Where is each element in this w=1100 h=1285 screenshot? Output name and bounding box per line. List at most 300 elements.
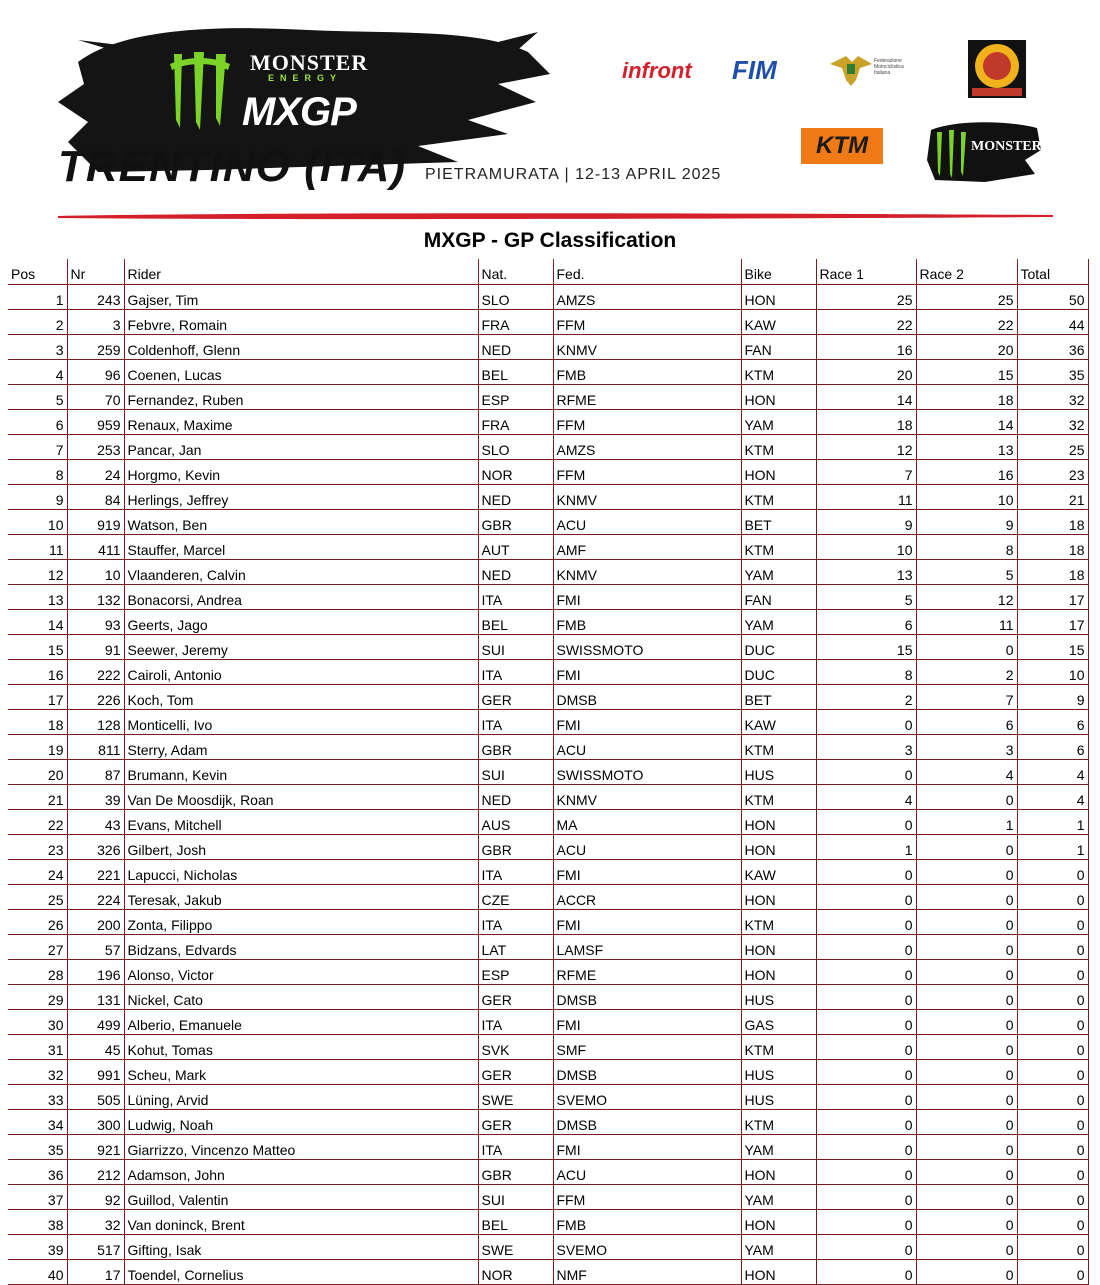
cell-fed: ACU	[553, 835, 741, 860]
cell-nat: ITA	[478, 710, 553, 735]
cell-nr: 259	[67, 335, 124, 360]
cell-pos: 18	[8, 710, 67, 735]
cell-race1: 0	[816, 860, 916, 885]
table-row	[8, 510, 1088, 535]
cell-rider: Bidzans, Edvards	[124, 935, 478, 960]
table-row	[8, 660, 1088, 685]
cell-bike: BET	[741, 510, 816, 535]
table-row	[8, 1260, 1088, 1285]
cell-pos: 38	[8, 1210, 67, 1235]
infront-logo: infront	[622, 58, 692, 83]
cell-nat: AUT	[478, 535, 553, 560]
cell-bike: HON	[741, 935, 816, 960]
cell-bike: KAW	[741, 710, 816, 735]
table-row	[8, 410, 1088, 435]
table-row	[8, 785, 1088, 810]
cell-nr: 517	[67, 1235, 124, 1260]
table-row	[8, 1135, 1088, 1160]
cell-pos: 3	[8, 335, 67, 360]
cell-race2: 0	[916, 1060, 1017, 1085]
column-header-fed: Fed.	[553, 259, 741, 285]
cell-pos: 13	[8, 585, 67, 610]
cell-total: 18	[1017, 560, 1088, 585]
cell-bike: KTM	[741, 485, 816, 510]
cell-bike: YAM	[741, 610, 816, 635]
cell-total: 0	[1017, 1110, 1088, 1135]
table-row	[8, 810, 1088, 835]
cell-bike: HON	[741, 960, 816, 985]
cell-nr: 3	[67, 310, 124, 335]
cell-pos: 33	[8, 1085, 67, 1110]
cell-race1: 0	[816, 1185, 916, 1210]
cell-bike: HON	[741, 285, 816, 310]
cell-nat: NED	[478, 335, 553, 360]
cell-pos: 28	[8, 960, 67, 985]
cell-nat: BEL	[478, 610, 553, 635]
cell-pos: 21	[8, 785, 67, 810]
cell-bike: KTM	[741, 435, 816, 460]
table-row	[8, 285, 1088, 310]
cell-pos: 17	[8, 685, 67, 710]
cell-nat: GER	[478, 985, 553, 1010]
table-row	[8, 560, 1088, 585]
cell-fed: DMSB	[553, 1060, 741, 1085]
cell-bike: HUS	[741, 985, 816, 1010]
cell-total: 0	[1017, 1035, 1088, 1060]
cell-nr: 200	[67, 910, 124, 935]
race-badge-logo	[968, 40, 1026, 98]
cell-total: 17	[1017, 585, 1088, 610]
cell-race1: 22	[816, 310, 916, 335]
cell-race2: 6	[916, 710, 1017, 735]
cell-nat: SVK	[478, 1035, 553, 1060]
cell-fed: AMF	[553, 535, 741, 560]
cell-race2: 0	[916, 985, 1017, 1010]
cell-bike: HUS	[741, 760, 816, 785]
cell-pos: 9	[8, 485, 67, 510]
cell-total: 4	[1017, 785, 1088, 810]
cell-race1: 12	[816, 435, 916, 460]
cell-race2: 0	[916, 635, 1017, 660]
cell-fed: ACU	[553, 510, 741, 535]
cell-fed: KNMV	[553, 335, 741, 360]
cell-pos: 16	[8, 660, 67, 685]
cell-total: 32	[1017, 410, 1088, 435]
table-row	[8, 1085, 1088, 1110]
cell-rider: Cairoli, Antonio	[124, 660, 478, 685]
column-header-nr: Nr	[67, 259, 124, 285]
cell-bike: HON	[741, 1160, 816, 1185]
cell-race2: 0	[916, 960, 1017, 985]
cell-bike: FAN	[741, 585, 816, 610]
cell-nr: 811	[67, 735, 124, 760]
table-row	[8, 760, 1088, 785]
cell-bike: HON	[741, 810, 816, 835]
cell-total: 23	[1017, 460, 1088, 485]
cell-pos: 20	[8, 760, 67, 785]
cell-nr: 132	[67, 585, 124, 610]
cell-bike: KTM	[741, 735, 816, 760]
cell-total: 21	[1017, 485, 1088, 510]
cell-nat: ESP	[478, 385, 553, 410]
cell-nr: 212	[67, 1160, 124, 1185]
cell-pos: 31	[8, 1035, 67, 1060]
cell-race1: 0	[816, 1010, 916, 1035]
table-row	[8, 1110, 1088, 1135]
cell-nr: 505	[67, 1085, 124, 1110]
cell-total: 17	[1017, 610, 1088, 635]
cell-race2: 0	[916, 835, 1017, 860]
cell-nr: 43	[67, 810, 124, 835]
cell-race2: 10	[916, 485, 1017, 510]
cell-total: 4	[1017, 760, 1088, 785]
cell-pos: 29	[8, 985, 67, 1010]
cell-fed: SWISSMOTO	[553, 635, 741, 660]
cell-nat: NOR	[478, 1260, 553, 1285]
cell-bike: DUC	[741, 635, 816, 660]
cell-pos: 19	[8, 735, 67, 760]
cell-fed: ACU	[553, 1160, 741, 1185]
cell-rider: Horgmo, Kevin	[124, 460, 478, 485]
event-subtitle: PIETRAMURATA | 12-13 APRIL 2025	[425, 166, 722, 183]
cell-nr: 221	[67, 860, 124, 885]
cell-race1: 0	[816, 1135, 916, 1160]
cell-total: 9	[1017, 685, 1088, 710]
cell-total: 0	[1017, 860, 1088, 885]
cell-nat: ITA	[478, 910, 553, 935]
cell-pos: 24	[8, 860, 67, 885]
cell-race2: 0	[916, 935, 1017, 960]
cell-race1: 0	[816, 935, 916, 960]
cell-race1: 6	[816, 610, 916, 635]
cell-bike: YAM	[741, 560, 816, 585]
cell-fed: FFM	[553, 410, 741, 435]
column-header-race1: Race 1	[816, 259, 916, 285]
cell-bike: YAM	[741, 1135, 816, 1160]
cell-rider: Adamson, John	[124, 1160, 478, 1185]
table-row	[8, 635, 1088, 660]
event-banner	[0, 0, 1100, 228]
table-row	[8, 935, 1088, 960]
cell-rider: Nickel, Cato	[124, 985, 478, 1010]
column-header-rider: Rider	[124, 259, 478, 285]
ktm-logo-text: KTM	[816, 132, 868, 159]
cell-nr: 128	[67, 710, 124, 735]
cell-race2: 0	[916, 1085, 1017, 1110]
cell-nr: 92	[67, 1185, 124, 1210]
cell-nat: NED	[478, 560, 553, 585]
cell-race2: 0	[916, 910, 1017, 935]
cell-race2: 5	[916, 560, 1017, 585]
cell-nat: GER	[478, 1110, 553, 1135]
cell-race1: 11	[816, 485, 916, 510]
cell-pos: 36	[8, 1160, 67, 1185]
cell-nr: 224	[67, 885, 124, 910]
cell-race1: 0	[816, 760, 916, 785]
cell-race1: 0	[816, 1085, 916, 1110]
cell-total: 35	[1017, 360, 1088, 385]
cell-bike: KAW	[741, 310, 816, 335]
cell-fed: KNMV	[553, 785, 741, 810]
cell-total: 0	[1017, 960, 1088, 985]
table-row	[8, 685, 1088, 710]
table-row	[8, 985, 1088, 1010]
cell-total: 1	[1017, 810, 1088, 835]
cell-bike: YAM	[741, 1185, 816, 1210]
cell-nr: 300	[67, 1110, 124, 1135]
cell-total: 0	[1017, 910, 1088, 935]
cell-bike: DUC	[741, 660, 816, 685]
cell-nat: GBR	[478, 735, 553, 760]
cell-pos: 23	[8, 835, 67, 860]
cell-nat: ITA	[478, 1135, 553, 1160]
cell-nat: ITA	[478, 1010, 553, 1035]
cell-rider: Febvre, Romain	[124, 310, 478, 335]
cell-nr: 57	[67, 935, 124, 960]
cell-bike: HON	[741, 885, 816, 910]
cell-nr: 10	[67, 560, 124, 585]
cell-nr: 226	[67, 685, 124, 710]
cell-nat: FRA	[478, 310, 553, 335]
cell-race2: 9	[916, 510, 1017, 535]
table-row	[8, 1035, 1088, 1060]
cell-rider: Coldenhoff, Glenn	[124, 335, 478, 360]
cell-race2: 0	[916, 1185, 1017, 1210]
cell-race1: 25	[816, 285, 916, 310]
cell-fed: NMF	[553, 1260, 741, 1285]
cell-race2: 0	[916, 785, 1017, 810]
table-row	[8, 735, 1088, 760]
cell-race1: 0	[816, 1160, 916, 1185]
cell-rider: Stauffer, Marcel	[124, 535, 478, 560]
cell-fed: FMI	[553, 860, 741, 885]
cell-rider: Lüning, Arvid	[124, 1085, 478, 1110]
cell-race2: 11	[916, 610, 1017, 635]
cell-fed: FMI	[553, 585, 741, 610]
cell-nr: 991	[67, 1060, 124, 1085]
table-row	[8, 485, 1088, 510]
cell-fed: SWISSMOTO	[553, 760, 741, 785]
cell-fed: ACU	[553, 735, 741, 760]
cell-total: 0	[1017, 1185, 1088, 1210]
cell-total: 18	[1017, 510, 1088, 535]
cell-pos: 8	[8, 460, 67, 485]
cell-pos: 30	[8, 1010, 67, 1035]
table-row	[8, 1160, 1088, 1185]
table-row	[8, 1210, 1088, 1235]
cell-rider: Coenen, Lucas	[124, 360, 478, 385]
cell-nr: 93	[67, 610, 124, 635]
cell-nr: 87	[67, 760, 124, 785]
table-row	[8, 885, 1088, 910]
cell-race1: 0	[816, 1035, 916, 1060]
cell-race1: 10	[816, 535, 916, 560]
cell-fed: SVEMO	[553, 1085, 741, 1110]
cell-race2: 2	[916, 660, 1017, 685]
cell-race1: 0	[816, 1060, 916, 1085]
cell-rider: Vlaanderen, Calvin	[124, 560, 478, 585]
cell-nr: 411	[67, 535, 124, 560]
cell-race2: 0	[916, 1260, 1017, 1285]
cell-total: 25	[1017, 435, 1088, 460]
cell-fed: AMZS	[553, 285, 741, 310]
cell-race1: 4	[816, 785, 916, 810]
cell-total: 15	[1017, 635, 1088, 660]
cell-pos: 27	[8, 935, 67, 960]
cell-nr: 131	[67, 985, 124, 1010]
cell-pos: 32	[8, 1060, 67, 1085]
cell-race1: 16	[816, 335, 916, 360]
cell-nat: GER	[478, 1060, 553, 1085]
cell-rider: Ludwig, Noah	[124, 1110, 478, 1135]
cell-total: 36	[1017, 335, 1088, 360]
cell-total: 50	[1017, 285, 1088, 310]
cell-fed: DMSB	[553, 1110, 741, 1135]
cell-bike: BET	[741, 685, 816, 710]
cell-bike: YAM	[741, 1235, 816, 1260]
table-row	[8, 460, 1088, 485]
cell-rider: Alonso, Victor	[124, 960, 478, 985]
cell-nat: GER	[478, 685, 553, 710]
cell-pos: 6	[8, 410, 67, 435]
cell-total: 6	[1017, 710, 1088, 735]
cell-race1: 0	[816, 710, 916, 735]
cell-pos: 14	[8, 610, 67, 635]
cell-total: 0	[1017, 1235, 1088, 1260]
cell-total: 0	[1017, 1010, 1088, 1035]
cell-race1: 0	[816, 1110, 916, 1135]
cell-race2: 0	[916, 885, 1017, 910]
cell-race2: 16	[916, 460, 1017, 485]
cell-bike: YAM	[741, 410, 816, 435]
cell-race1: 13	[816, 560, 916, 585]
cell-race1: 8	[816, 660, 916, 685]
table-row	[8, 360, 1088, 385]
cell-nat: BEL	[478, 1210, 553, 1235]
cell-nat: SUI	[478, 760, 553, 785]
cell-total: 6	[1017, 735, 1088, 760]
cell-nat: GBR	[478, 1160, 553, 1185]
table-row	[8, 1060, 1088, 1085]
cell-nat: ITA	[478, 585, 553, 610]
cell-nat: ESP	[478, 960, 553, 985]
cell-fed: SMF	[553, 1035, 741, 1060]
cell-bike: GAS	[741, 1010, 816, 1035]
cell-nat: SLO	[478, 435, 553, 460]
table-row	[8, 960, 1088, 985]
cell-total: 0	[1017, 1085, 1088, 1110]
cell-rider: Evans, Mitchell	[124, 810, 478, 835]
cell-rider: Lapucci, Nicholas	[124, 860, 478, 885]
cell-total: 0	[1017, 935, 1088, 960]
column-header-total: Total	[1017, 259, 1088, 285]
cell-nat: SLO	[478, 285, 553, 310]
cell-fed: SVEMO	[553, 1235, 741, 1260]
cell-rider: Bonacorsi, Andrea	[124, 585, 478, 610]
table-row	[8, 585, 1088, 610]
table-row	[8, 835, 1088, 860]
cell-fed: FMI	[553, 660, 741, 685]
cell-pos: 11	[8, 535, 67, 560]
cell-fed: LAMSF	[553, 935, 741, 960]
cell-race2: 7	[916, 685, 1017, 710]
cell-race1: 3	[816, 735, 916, 760]
cell-bike: HON	[741, 385, 816, 410]
cell-total: 0	[1017, 1260, 1088, 1285]
table-body	[8, 285, 1088, 1285]
cell-rider: Van doninck, Brent	[124, 1210, 478, 1235]
cell-total: 0	[1017, 1160, 1088, 1185]
table-header-row	[8, 259, 1088, 285]
cell-fed: FMI	[553, 1135, 741, 1160]
cell-rider: Monticelli, Ivo	[124, 710, 478, 735]
cell-fed: RFME	[553, 385, 741, 410]
cell-nr: 39	[67, 785, 124, 810]
cell-total: 0	[1017, 1210, 1088, 1235]
cell-race1: 2	[816, 685, 916, 710]
cell-fed: FMI	[553, 1010, 741, 1035]
cell-race2: 0	[916, 1135, 1017, 1160]
cell-fed: FMB	[553, 1210, 741, 1235]
table-row	[8, 310, 1088, 335]
cell-nr: 222	[67, 660, 124, 685]
cell-fed: KNMV	[553, 560, 741, 585]
cell-nr: 243	[67, 285, 124, 310]
column-header-nat: Nat.	[478, 259, 553, 285]
cell-bike: HON	[741, 1210, 816, 1235]
cell-nr: 45	[67, 1035, 124, 1060]
classification-table	[8, 259, 1089, 1285]
cell-race1: 0	[816, 1260, 916, 1285]
cell-nr: 959	[67, 410, 124, 435]
cell-nr: 196	[67, 960, 124, 985]
cell-rider: Kohut, Tomas	[124, 1035, 478, 1060]
mxgp-logo-text: MXGP	[242, 90, 356, 134]
monster-claw-icon	[168, 50, 232, 132]
cell-fed: FMB	[553, 360, 741, 385]
cell-race2: 0	[916, 1210, 1017, 1235]
table-row	[8, 860, 1088, 885]
cell-race1: 20	[816, 360, 916, 385]
column-header-pos: Pos	[8, 259, 67, 285]
monster-small-text: MONSTER	[971, 139, 1042, 154]
cell-race1: 14	[816, 385, 916, 410]
cell-race2: 0	[916, 1235, 1017, 1260]
cell-nat: GBR	[478, 835, 553, 860]
cell-race2: 8	[916, 535, 1017, 560]
cell-bike: KTM	[741, 1110, 816, 1135]
cell-pos: 2	[8, 310, 67, 335]
cell-nr: 96	[67, 360, 124, 385]
cell-rider: Koch, Tom	[124, 685, 478, 710]
cell-race2: 0	[916, 1035, 1017, 1060]
cell-nat: SWE	[478, 1085, 553, 1110]
cell-rider: Pancar, Jan	[124, 435, 478, 460]
cell-pos: 1	[8, 285, 67, 310]
cell-rider: Gajser, Tim	[124, 285, 478, 310]
cell-nat: ITA	[478, 860, 553, 885]
cell-fed: FMI	[553, 910, 741, 935]
cell-fed: FMI	[553, 710, 741, 735]
cell-race1: 0	[816, 810, 916, 835]
cell-pos: 40	[8, 1260, 67, 1285]
table-row	[8, 535, 1088, 560]
cell-rider: Renaux, Maxime	[124, 410, 478, 435]
table-row	[8, 1185, 1088, 1210]
cell-race2: 22	[916, 310, 1017, 335]
cell-nr: 499	[67, 1010, 124, 1035]
cell-race1: 0	[816, 1235, 916, 1260]
